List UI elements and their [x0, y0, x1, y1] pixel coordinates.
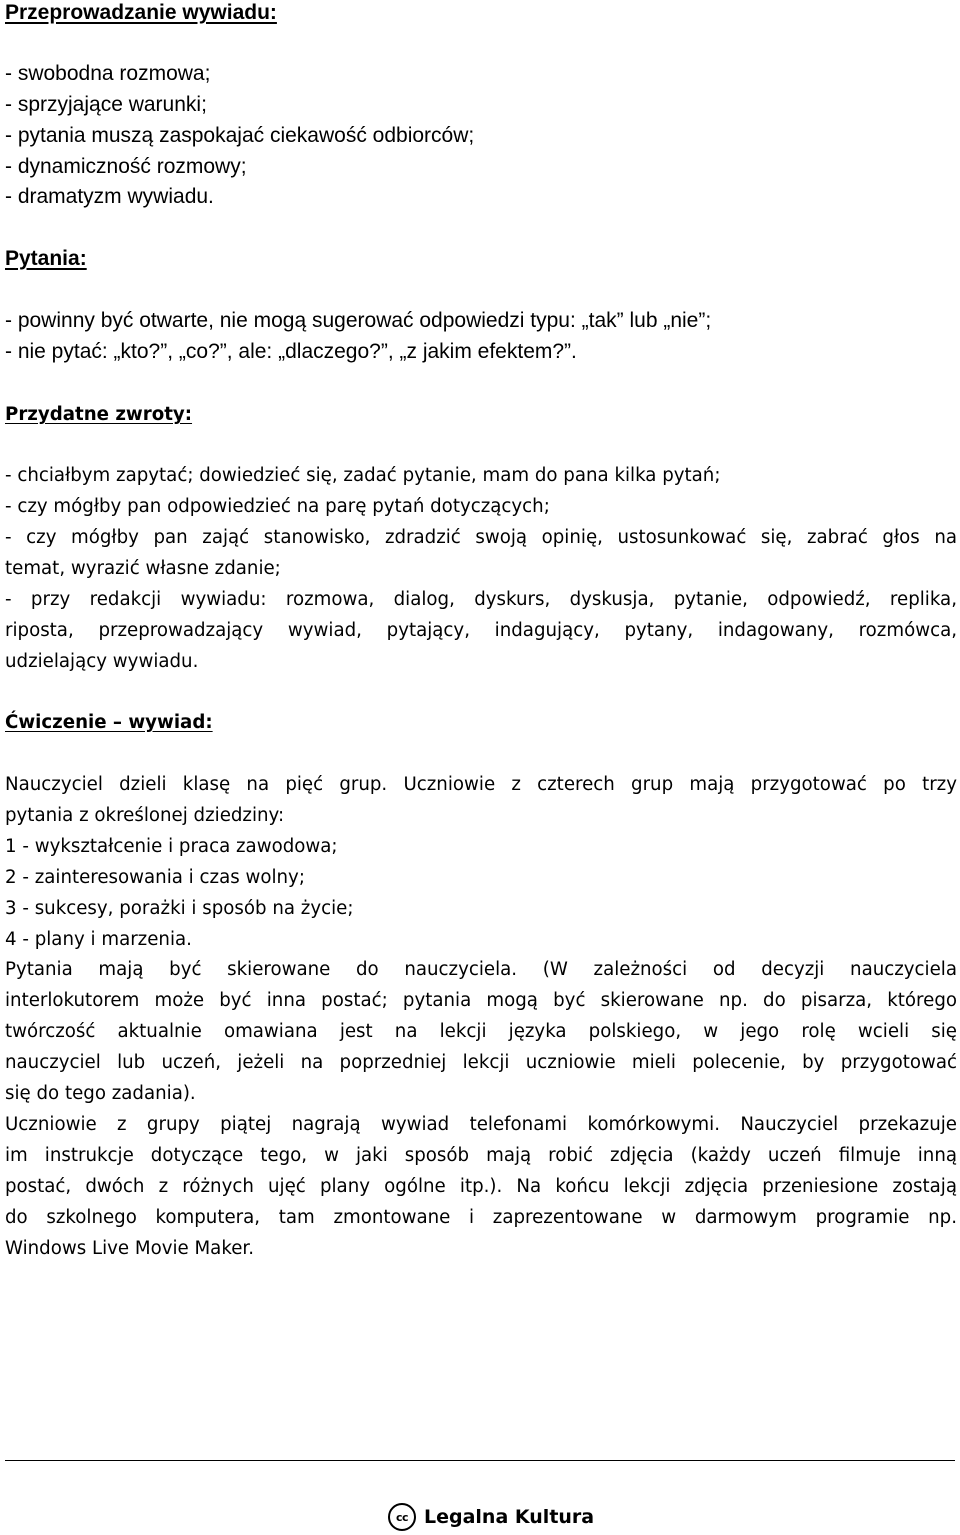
- list-item: - dramatyzm wywiadu.: [5, 185, 214, 208]
- text-line: do szkolnego komputera, tam zmontowane i zaprezentowane w darmowym programie np.: [5, 1207, 957, 1228]
- text-line: Windows Live Movie Maker.: [5, 1238, 254, 1259]
- list-item: - dynamiczność rozmowy;: [5, 155, 247, 178]
- text-line: Nauczyciel dzieli klasę na pięć grup. Uczniowie z czterech grup mają przygotować po trzy: [5, 774, 957, 795]
- footer-divider: [5, 1460, 955, 1461]
- list-item: 1 - wykształcenie i praca zawodowa;: [5, 836, 338, 857]
- text-line: Pytania mają być skierowane do nauczyciela. (W zależności od decyzji nauczyciela: [5, 959, 957, 980]
- text-line: postać, dwóch z różnych ujęć plany ogólne itp.). Na końcu lekcji zdjęcia przeniesione zostają: [5, 1176, 957, 1197]
- section-heading-questions: Pytania:: [5, 247, 87, 270]
- text-line: pytania z określonej dziedziny:: [5, 805, 285, 826]
- text-line: interlokutorem może być inna postać; pytania mogą być skierowane np. do pisarza, którego: [5, 990, 957, 1011]
- list-item: - swobodna rozmowa;: [5, 62, 211, 85]
- text-line: temat, wyrazić własne zdanie;: [5, 558, 281, 579]
- text-line: - czy mógłby pan odpowiedzieć na parę pytań dotyczących;: [5, 496, 550, 517]
- text-line: udzielający wywiadu.: [5, 651, 199, 672]
- text-line: Uczniowie z grupy piątej nagrają wywiad telefonami komórkowymi. Nauczyciel przekazuje: [5, 1114, 957, 1135]
- list-item: - pytania muszą zaspokajać ciekawość odbiorców;: [5, 124, 475, 147]
- section-heading-phrases: Przydatne zwroty:: [5, 404, 193, 425]
- list-item: - sprzyjające warunki;: [5, 93, 207, 116]
- brand-name: Legalna Kultura: [424, 1506, 595, 1528]
- section-heading-exercise: Ćwiczenie – wywiad:: [5, 712, 213, 733]
- list-item: 4 - plany i marzenia.: [5, 929, 192, 950]
- text-line: się do tego zadania).: [5, 1083, 196, 1104]
- text-line: - przy redakcji wywiadu: rozmowa, dialog, dyskurs, dyskusja, pytanie, odpowiedź, replika,: [5, 589, 957, 610]
- list-item: 2 - zainteresowania i czas wolny;: [5, 867, 305, 888]
- text-line: - czy mógłby pan zająć stanowisko, zdradzić swoją opinię, ustosunkować się, zabrać głos na: [5, 527, 957, 548]
- text-line: - chciałbym zapytać; dowiedzieć się, zadać pytanie, mam do pana kilka pytań;: [5, 465, 721, 486]
- list-item: 3 - sukcesy, porażki i sposób na życie;: [5, 898, 354, 919]
- text-line: nauczyciel lub uczeń, jeżeli na poprzedniej lekcji uczniowie mieli polecenie, by przygotować: [5, 1052, 957, 1073]
- list-item: - powinny być otwarte, nie mogą sugerować odpowiedzi typu: „tak” lub „nie”;: [5, 309, 712, 332]
- text-line: im instrukcje dotyczące tego, w jaki sposób mają robić zdjęcia (każdy uczeń filmuje inną: [5, 1145, 957, 1166]
- text-line: riposta, przeprowadzający wywiad, pytający, indagujący, pytany, indagowany, rozmówca,: [5, 620, 957, 641]
- creative-commons-icon: [388, 1503, 416, 1531]
- list-item: - nie pytać: „kto?”, „co?”, ale: „dlaczego?”, „z jakim efektem?”.: [5, 340, 577, 363]
- cc-logo-text: cc: [395, 1510, 409, 1524]
- text-line: twórczość aktualnie omawiana jest na lekcji języka polskiego, w jego rolę wcieli się: [5, 1021, 957, 1042]
- footer-logo: [388, 1500, 594, 1534]
- section-heading-interview: Przeprowadzanie wywiadu:: [5, 1, 277, 24]
